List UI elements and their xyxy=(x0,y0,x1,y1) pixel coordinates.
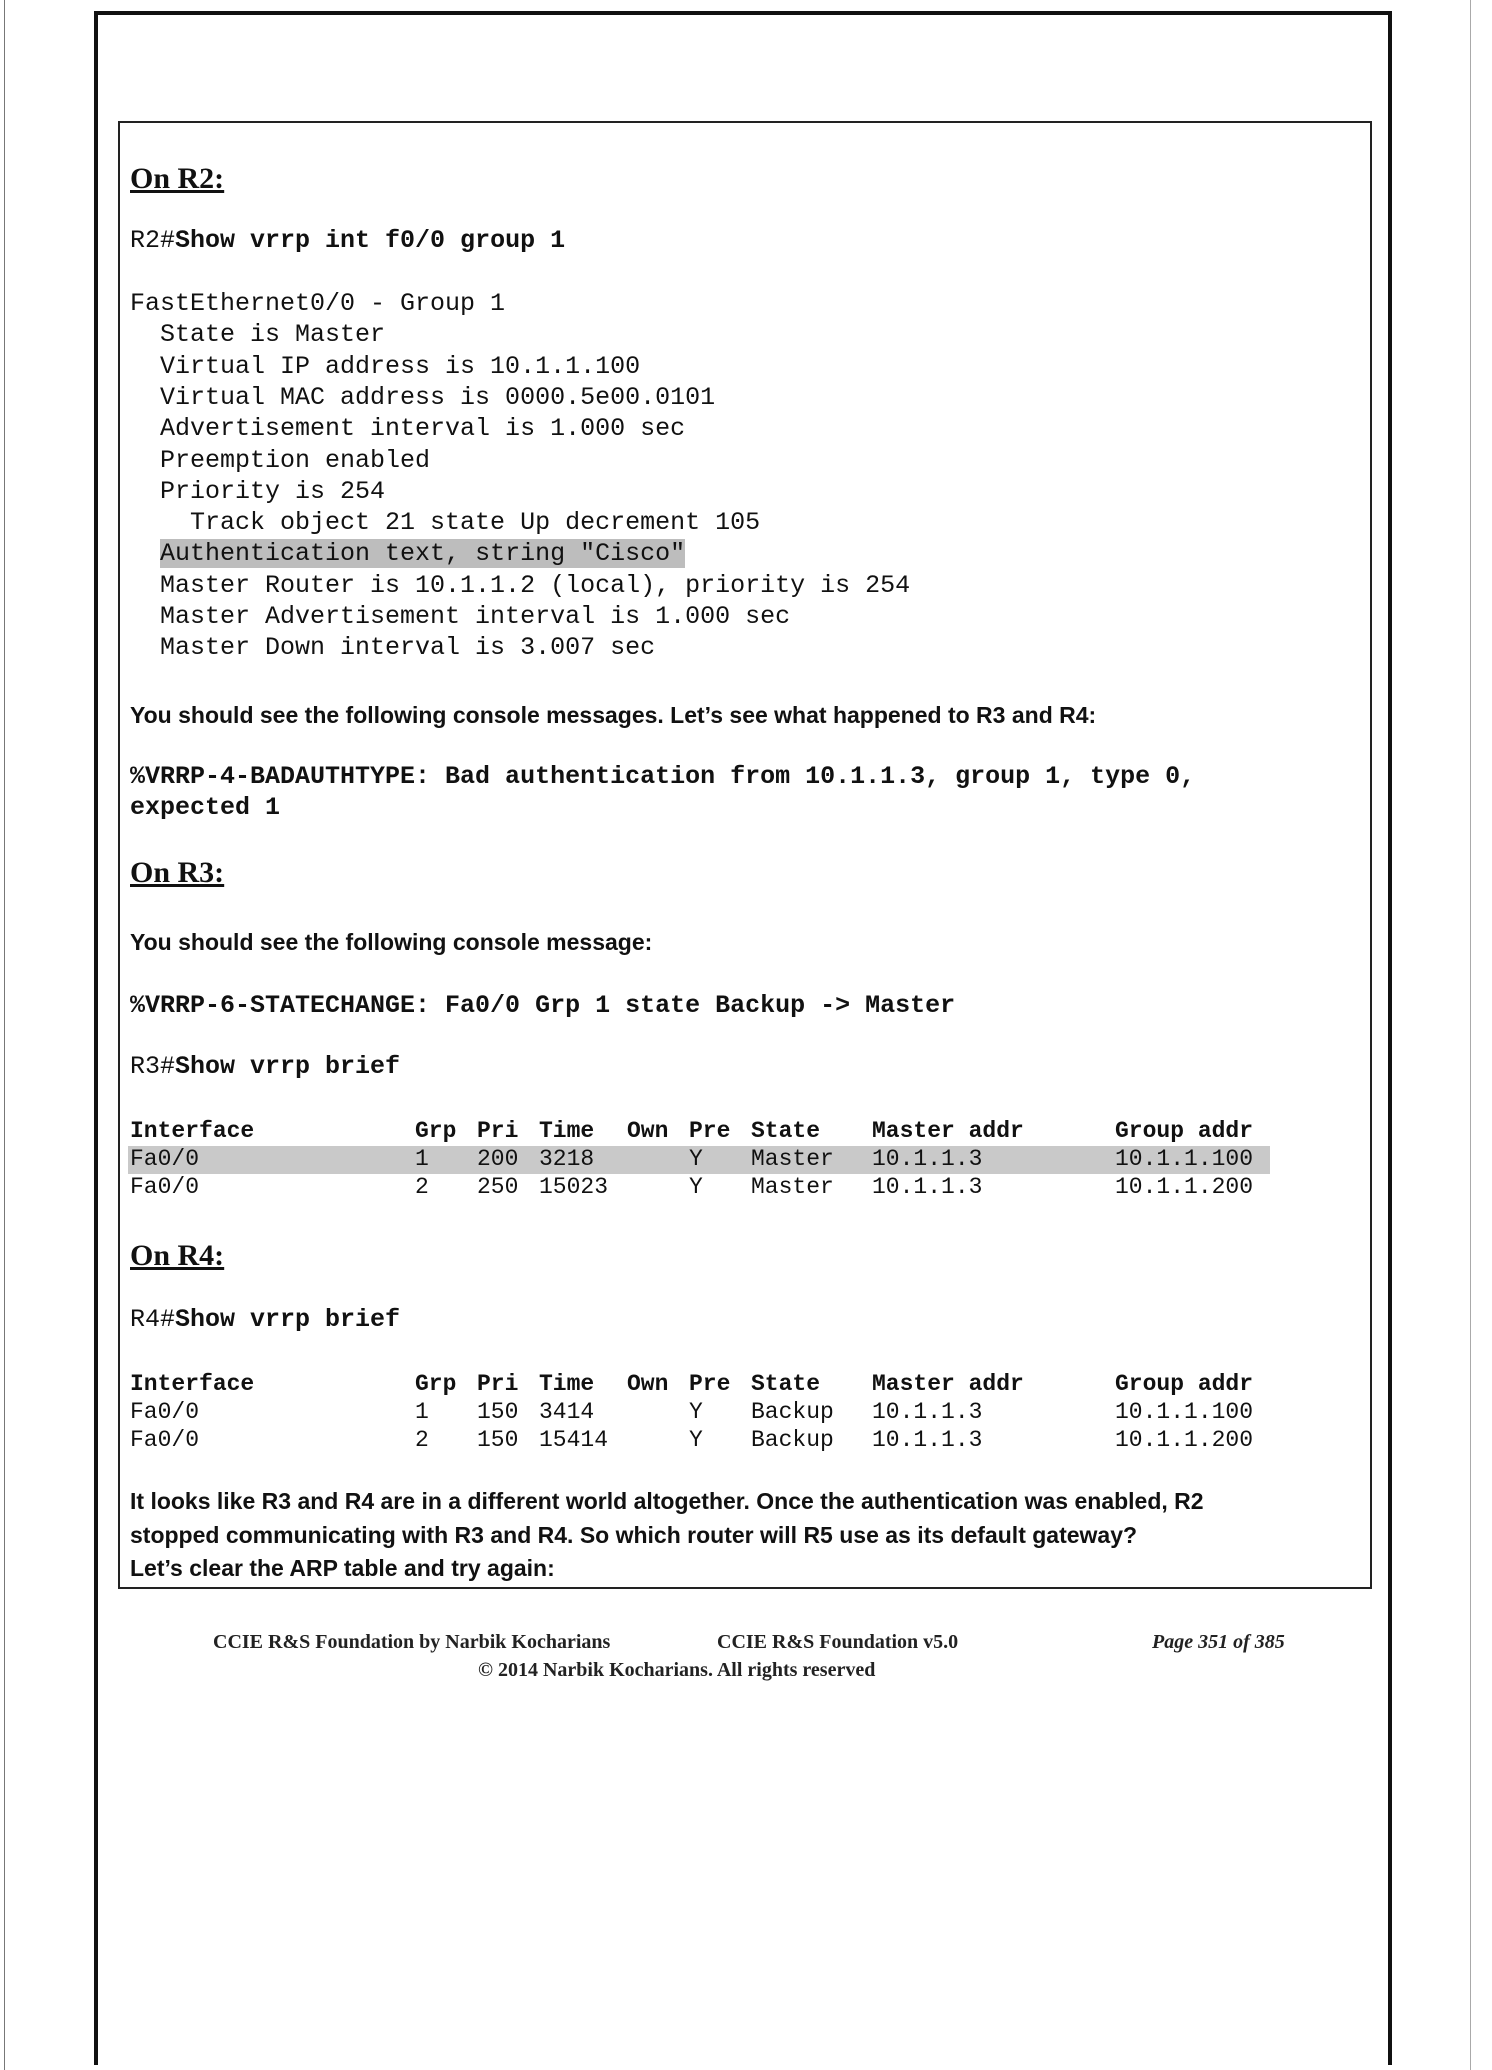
table-cell: Y xyxy=(689,1399,703,1425)
table-cell: Master xyxy=(751,1146,834,1172)
column-header: Master addr xyxy=(872,1118,1024,1144)
r2-cmd: Show vrrp int f0/0 group 1 xyxy=(175,226,566,255)
r2-output-line xyxy=(130,539,685,568)
table-cell: 1 xyxy=(415,1399,429,1425)
r3-command xyxy=(130,1052,400,1081)
r2-heading: On R2: xyxy=(130,162,225,195)
log-statechange xyxy=(130,991,955,1020)
column-header: Group addr xyxy=(1115,1371,1254,1397)
r2-output-line: Priority is 254 xyxy=(130,476,386,506)
r4-cmd: Show vrrp brief xyxy=(175,1305,401,1334)
table-cell: 10.1.1.3 xyxy=(872,1427,983,1453)
r2-output-line: Virtual MAC address is 0000.5e00.0101 xyxy=(130,382,716,412)
footer-left: CCIE R&S Foundation by Narbik Kocharians xyxy=(213,1631,611,1653)
r4-prompt: R4# xyxy=(130,1305,176,1334)
r2-output-line: Preemption enabled xyxy=(130,445,431,475)
footer-copyright: © 2014 Narbik Kocharians. All rights reserved xyxy=(478,1659,876,1681)
footer-middle: CCIE R&S Foundation v5.0 xyxy=(717,1631,959,1653)
r2-output-line: Track object 21 state Up decrement 105 xyxy=(130,508,761,538)
r2-output-line: Virtual IP address is 10.1.1.100 xyxy=(130,351,641,381)
table-cell: Y xyxy=(689,1174,703,1200)
table-cell: 10.1.1.3 xyxy=(872,1146,983,1172)
vrrp-table-row xyxy=(130,1399,1270,1426)
r2-output-line: Master Advertisement interval is 1.000 sec xyxy=(130,602,791,631)
table-cell: 3414 xyxy=(539,1399,595,1425)
table-cell: Master xyxy=(751,1174,834,1200)
log-badauth-line1 xyxy=(130,762,1195,791)
table-cell: 10.1.1.3 xyxy=(872,1399,983,1425)
column-header: Interface xyxy=(130,1371,255,1397)
table-cell: 15414 xyxy=(539,1427,609,1453)
column-header: Master addr xyxy=(872,1371,1024,1397)
column-header: Pre xyxy=(689,1371,731,1397)
closing-line-2: stopped communicating with R3 and R4. So which router will R5 use as its default gateway? xyxy=(130,1522,1138,1548)
text-console-messages: You should see the following console messages. Let’s see what happened to R3 and R4: xyxy=(130,702,1097,728)
column-header: State xyxy=(751,1371,821,1397)
column-header: Time xyxy=(539,1371,595,1397)
log-badauth-line2: expected 1 xyxy=(130,793,281,822)
column-header: Time xyxy=(539,1118,595,1144)
closing-line-3: Let’s clear the ARP table and try again: xyxy=(130,1555,555,1581)
table-cell: Fa0/0 xyxy=(130,1427,200,1453)
closing-line-1: It looks like R3 and R4 are in a different world altogether. Once the authentication was enabled, R2 xyxy=(130,1488,1204,1514)
table-cell: 15023 xyxy=(539,1174,609,1200)
r2-prompt: R2# xyxy=(130,226,176,255)
column-header: State xyxy=(751,1118,821,1144)
r2-command xyxy=(130,226,565,255)
vrrp-table-row xyxy=(130,1174,1270,1201)
table-cell: 150 xyxy=(477,1399,519,1425)
r2-output-line: State is Master xyxy=(130,320,386,350)
column-header: Group addr xyxy=(1115,1118,1254,1144)
table-cell: 3218 xyxy=(539,1146,595,1172)
log-statechange-rest: : Fa0/0 Grp 1 state Backup -> Master xyxy=(415,991,956,1020)
table-cell: Fa0/0 xyxy=(130,1399,200,1425)
table-cell: 2 xyxy=(415,1427,429,1453)
table-cell: Fa0/0 xyxy=(130,1174,200,1200)
table-cell: Y xyxy=(689,1146,703,1172)
table-cell: 250 xyxy=(477,1174,519,1200)
r2-output-line: FastEthernet0/0 - Group 1 xyxy=(130,289,506,318)
table-cell: 10.1.1.200 xyxy=(1115,1174,1254,1200)
log-badauth-rest: : Bad authentication from 10.1.1.3, group 1, type 0, xyxy=(415,762,1196,791)
table-cell: 10.1.1.100 xyxy=(1115,1399,1254,1425)
column-header: Pri xyxy=(477,1371,519,1397)
footer-page-number: Page 351 of 385 xyxy=(1152,1631,1285,1653)
column-header: Interface xyxy=(130,1118,255,1144)
column-header: Grp xyxy=(415,1371,457,1397)
vrrp-table-row xyxy=(130,1146,1270,1173)
r2-output-line: Master Router is 10.1.1.2 (local), priority is 254 xyxy=(130,570,911,600)
vrrp-table-row xyxy=(130,1427,1270,1454)
scan-edge-right xyxy=(1470,0,1471,2070)
table-cell: Backup xyxy=(751,1427,834,1453)
table-cell: Backup xyxy=(751,1399,834,1425)
table-cell: 1 xyxy=(415,1146,429,1172)
log-badauth-code: %VRRP-4-BADAUTHTYPE xyxy=(130,762,416,791)
r4-heading: On R4: xyxy=(130,1239,225,1272)
log-statechange-code: %VRRP-6-STATECHANGE xyxy=(130,991,416,1020)
column-header: Pre xyxy=(689,1118,731,1144)
table-cell: 150 xyxy=(477,1427,519,1453)
r2-output-line: Advertisement interval is 1.000 sec xyxy=(130,414,686,444)
vrrp-table-header xyxy=(130,1118,1270,1145)
table-cell: 10.1.1.200 xyxy=(1115,1427,1254,1453)
table-cell: Fa0/0 xyxy=(130,1146,200,1172)
scan-edge-left xyxy=(4,0,5,2070)
table-cell: 10.1.1.100 xyxy=(1115,1146,1254,1172)
r3-text: You should see the following console message: xyxy=(130,929,653,955)
table-cell: 10.1.1.3 xyxy=(872,1174,983,1200)
column-header: Grp xyxy=(415,1118,457,1144)
r3-prompt: R3# xyxy=(130,1052,176,1081)
table-cell: Y xyxy=(689,1427,703,1453)
r4-command xyxy=(130,1305,400,1334)
auth-text-highlight: Authentication text, string "Cisco" xyxy=(160,539,686,569)
r3-cmd: Show vrrp brief xyxy=(175,1052,401,1081)
column-header: Own xyxy=(627,1118,669,1144)
vrrp-table-header xyxy=(130,1371,1270,1398)
table-cell: 200 xyxy=(477,1146,519,1172)
r3-heading: On R3: xyxy=(130,856,225,889)
table-cell: 2 xyxy=(415,1174,429,1200)
column-header: Pri xyxy=(477,1118,519,1144)
column-header: Own xyxy=(627,1371,669,1397)
r2-output-line: Master Down interval is 3.007 sec xyxy=(130,633,656,663)
